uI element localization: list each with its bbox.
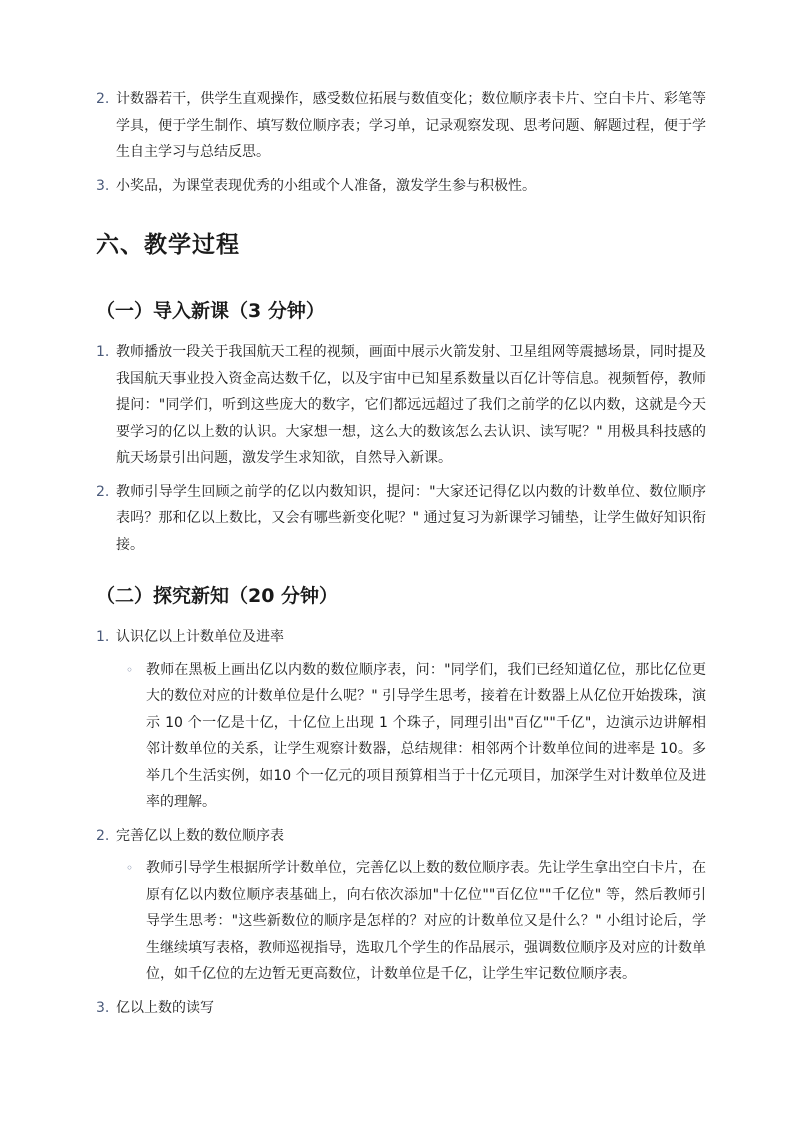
list-text: 认识亿以上计数单位及进率 <box>116 629 284 645</box>
list-item <box>96 479 706 559</box>
explore-list <box>96 624 706 1021</box>
list-item <box>96 995 706 1022</box>
list-number: 1. <box>96 344 110 360</box>
sub-list-item <box>116 855 706 988</box>
list-item <box>96 624 706 816</box>
list-item <box>96 86 706 166</box>
list-item <box>96 173 706 200</box>
section-heading: 六、教学过程 <box>96 232 240 258</box>
hollow-circle-bullet-icon: ◦ <box>126 861 134 875</box>
sub-list <box>116 855 706 988</box>
document-page <box>96 86 706 1028</box>
list-text: 小奖品，为课堂表现优秀的小组或个人准备，激发学生参与积极性。 <box>116 177 536 194</box>
list-number: 2. <box>96 827 110 844</box>
list-number: 2. <box>96 91 110 107</box>
list-text: 计数器若干，供学生直观操作，感受数位拓展与数值变化；数位顺序表卡片、空白卡片、彩笔等学具，便于学生制作、填写数位顺序表；学习单，记录观察发现、思考问题、解题过程，便于学生自主学习与总结反思。 <box>116 91 706 160</box>
list-number: 2. <box>96 483 110 500</box>
list-text: 亿以上数的读写 <box>116 999 214 1016</box>
list-item <box>96 823 706 988</box>
list-number: 1. <box>96 629 110 645</box>
list-number: 3. <box>96 177 110 194</box>
list-item <box>96 339 706 472</box>
sub-list-text: 教师在黑板上画出亿以内数的数位顺序表，问："同学们，我们已经知道亿位，那比亿位更大的数位对应的计数单位是什么呢？" 引导学生思考，接着在计数器上从亿位开始拨珠，演示 10 个一亿是十亿，十亿位上出现 1 个珠子，同理引出"百亿""千亿"，边演示边讲解相邻计数单位的关系，让学生观察计数器，总结规律：相邻两个计数单位间的进率是 10。多举几个生活实例，如10 个一亿元的项目预算相当于十亿元项目，加深学生对计数单位及进率的理解。 <box>146 661 706 810</box>
hollow-circle-bullet-icon: ◦ <box>126 662 134 677</box>
sub-list <box>116 657 706 816</box>
list-number: 3. <box>96 999 110 1016</box>
list-text: 教师播放一段关于我国航天工程的视频，画面中展示火箭发射、卫星组网等震撼场景，同时提及我国航天事业投入资金高达数千亿，以及宇宙中已知星系数量以百亿计等信息。视频暂停，教师提问："同学们，听到这些庞大的数字，它们都远远超过了我们之前学的亿以内数，这就是今天要学习的亿以上数的认识。大家想一想，这么大的数该怎么去认识、读写呢？" 用极具科技感的航天场景引出问题，激发学生求知欲，自然导入新课。 <box>116 344 706 466</box>
intro-list <box>96 339 706 558</box>
list-text: 教师引导学生回顾之前学的亿以内数知识，提问："大家还记得亿以内数的计数单位、数位顺序表吗？那和亿以上数比，又会有哪些新变化呢？" 通过复习为新课学习铺垫，让学生做好知识衔接。 <box>116 483 706 553</box>
subsection-heading-explore: （二）探究新知（20 分钟） <box>96 585 339 607</box>
list-text: 完善亿以上数的数位顺序表 <box>116 827 284 844</box>
sub-list-text: 教师引导学生根据所学计数单位，完善亿以上数的数位顺序表。先让学生拿出空白卡片，在原有亿以内数位顺序表基础上，向右依次添加"十亿位""百亿位""千亿位" 等，然后教师引导学生思考："这些新数位的顺序是怎样的？对应的计数单位又是什么？" 小组讨论后，学生继续填写表格，教师巡视指导，选取几个学生的作品展示，强调数位顺序及对应的计数单位，如千亿位的左边暂无更高数位，计数单位是千亿，让学生牢记数位顺序表。 <box>146 860 706 982</box>
subsection-heading-intro: （一）导入新课（3 分钟） <box>96 300 325 322</box>
materials-list <box>96 86 706 199</box>
sub-list-item <box>116 657 706 816</box>
